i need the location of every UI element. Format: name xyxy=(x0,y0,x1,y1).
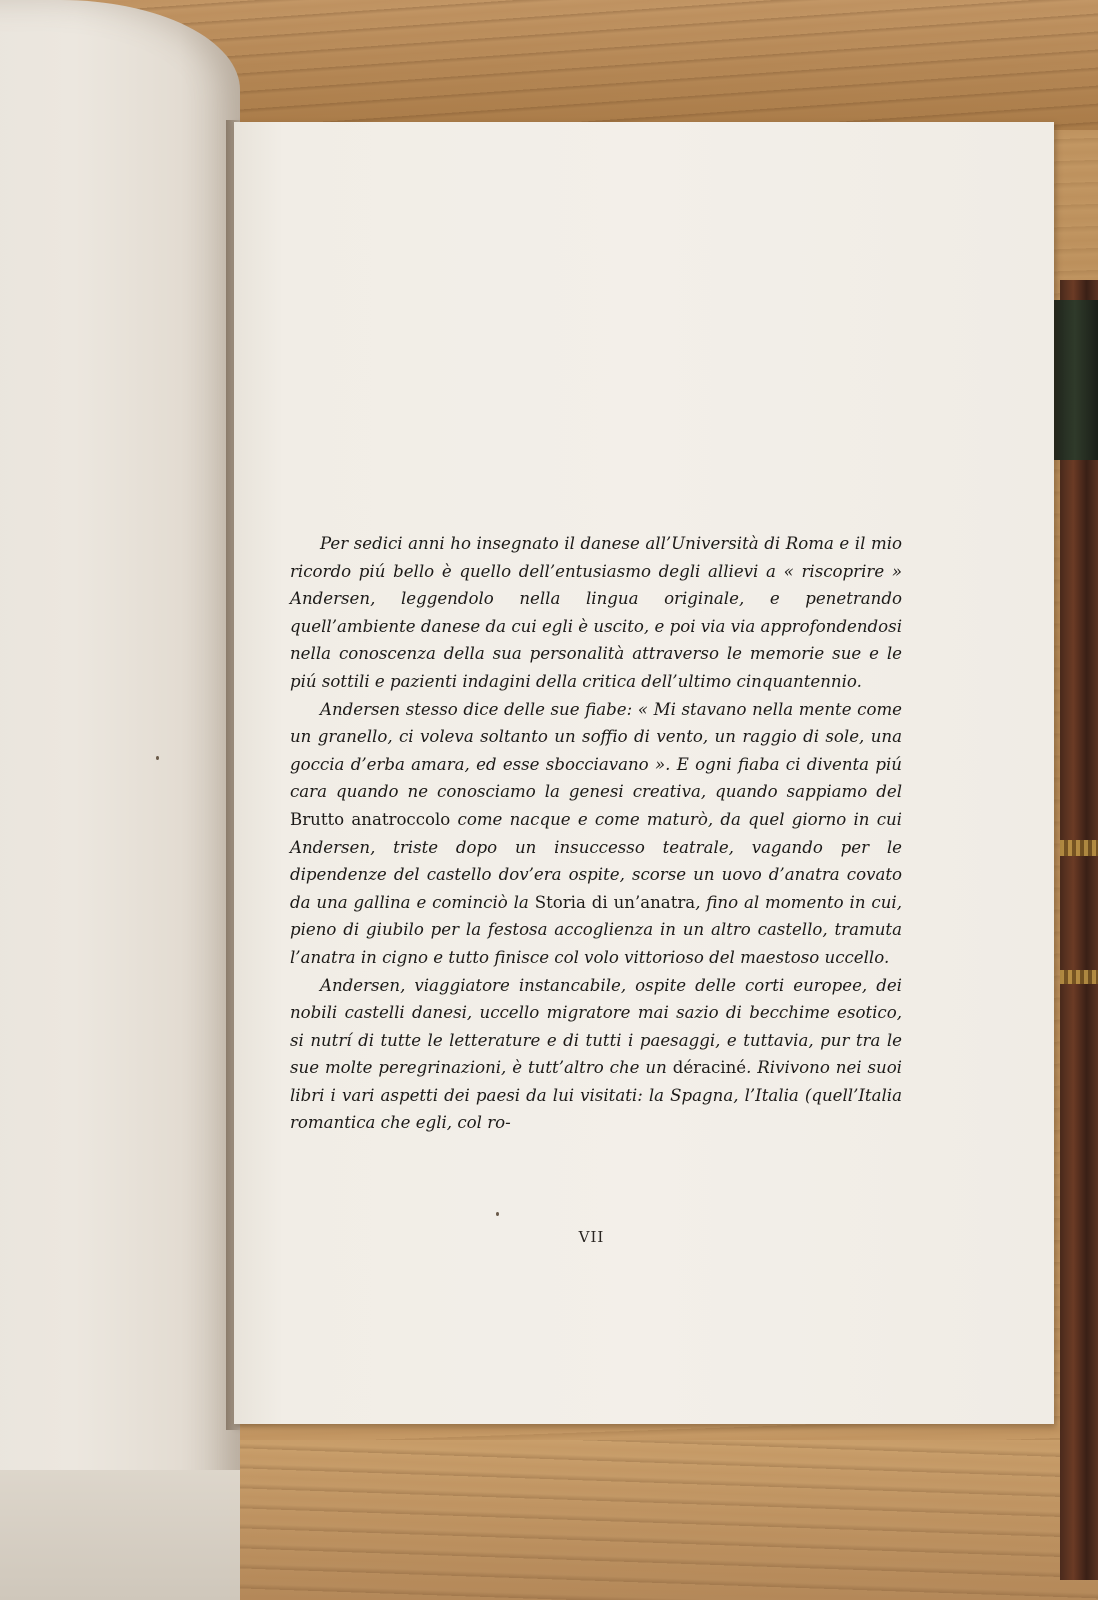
paragraph-1-part-1: Per sedici anni ho insegnato il danese all’Università di Roma e il mio ricordo piú bello è quello dell’entusiasmo degli allievi a « riscoprire » Andersen, leggendolo nella lingua originale, e penetrando quell’ambiente danese da cui egli è uscito, e poi via via approfondendosi nella conoscenza della sua personalità attraverso le memorie sue e le piú sottili e pazienti indagini della critica dell’ultimo cinquantennio. xyxy=(290,534,902,691)
paragraph-3-part-3: . Rivivono nei suoi libri i vari aspetti dei paesi da lui visitati: la Spagna, l’Italia (quell’Italia romantica che egli, col ro- xyxy=(290,1058,902,1133)
title-storia-di-un-anatra: Storia di un’anatra xyxy=(534,892,696,912)
right-page xyxy=(234,122,1054,1424)
show-through-text xyxy=(284,232,924,532)
page-number: VII xyxy=(578,1228,605,1246)
paragraph-2 xyxy=(290,696,902,972)
title-brutto-anatroccolo: Brutto anatroccolo xyxy=(290,809,451,829)
paragraph-2-part-3: come nacque e come maturò, da quel giorno in cui Andersen, triste dopo un insuccesso teatrale, vagando per le dipendenze del castello dov’era ospite, scorse un uovo d’anatra covato da una gallina e cominciò la xyxy=(290,809,902,912)
paragraph-2-part-1: Andersen stesso dice delle sue fiabe: « Mi stavano nella mente come un granello, ci voleva soltanto un soffio di vento, un raggio di sole, una goccia d’erba amara, ed esse sbocciavano ». E ogni fiaba ci diventa piú cara quando ne conosciamo la genesi creativa, quando sappiamo del xyxy=(290,699,902,802)
paragraph-3-part-1: Andersen, viaggiatore instancabile, ospite delle corti europee, dei nobili castelli danesi, uccello migratore mai sazio di becchime esotico, si nutrí di tutte le letterature e di tutti i paesaggi, e tuttavia, pur tra le sue molte peregrinazioni, è tutt’altro che un xyxy=(290,975,902,1078)
left-page-edge xyxy=(0,1470,240,1600)
paragraph-3 xyxy=(290,972,902,1138)
word-deracine: déraciné xyxy=(672,1058,747,1078)
paper-speck xyxy=(156,756,159,760)
left-page xyxy=(0,0,240,1600)
paragraph-2-part-5: , fino al momento in cui, pieno di giubilo per la festosa accoglienza in un altro castello, tramuta l’anatra in cigno e tutto finisce col volo vittorioso del maestoso uccello. xyxy=(290,892,902,967)
paper-speck xyxy=(496,1212,499,1216)
body-text xyxy=(290,530,902,1137)
adjacent-book-spines xyxy=(1060,280,1098,1580)
dark-book-spine xyxy=(1052,300,1098,460)
paragraph-1 xyxy=(290,530,902,696)
